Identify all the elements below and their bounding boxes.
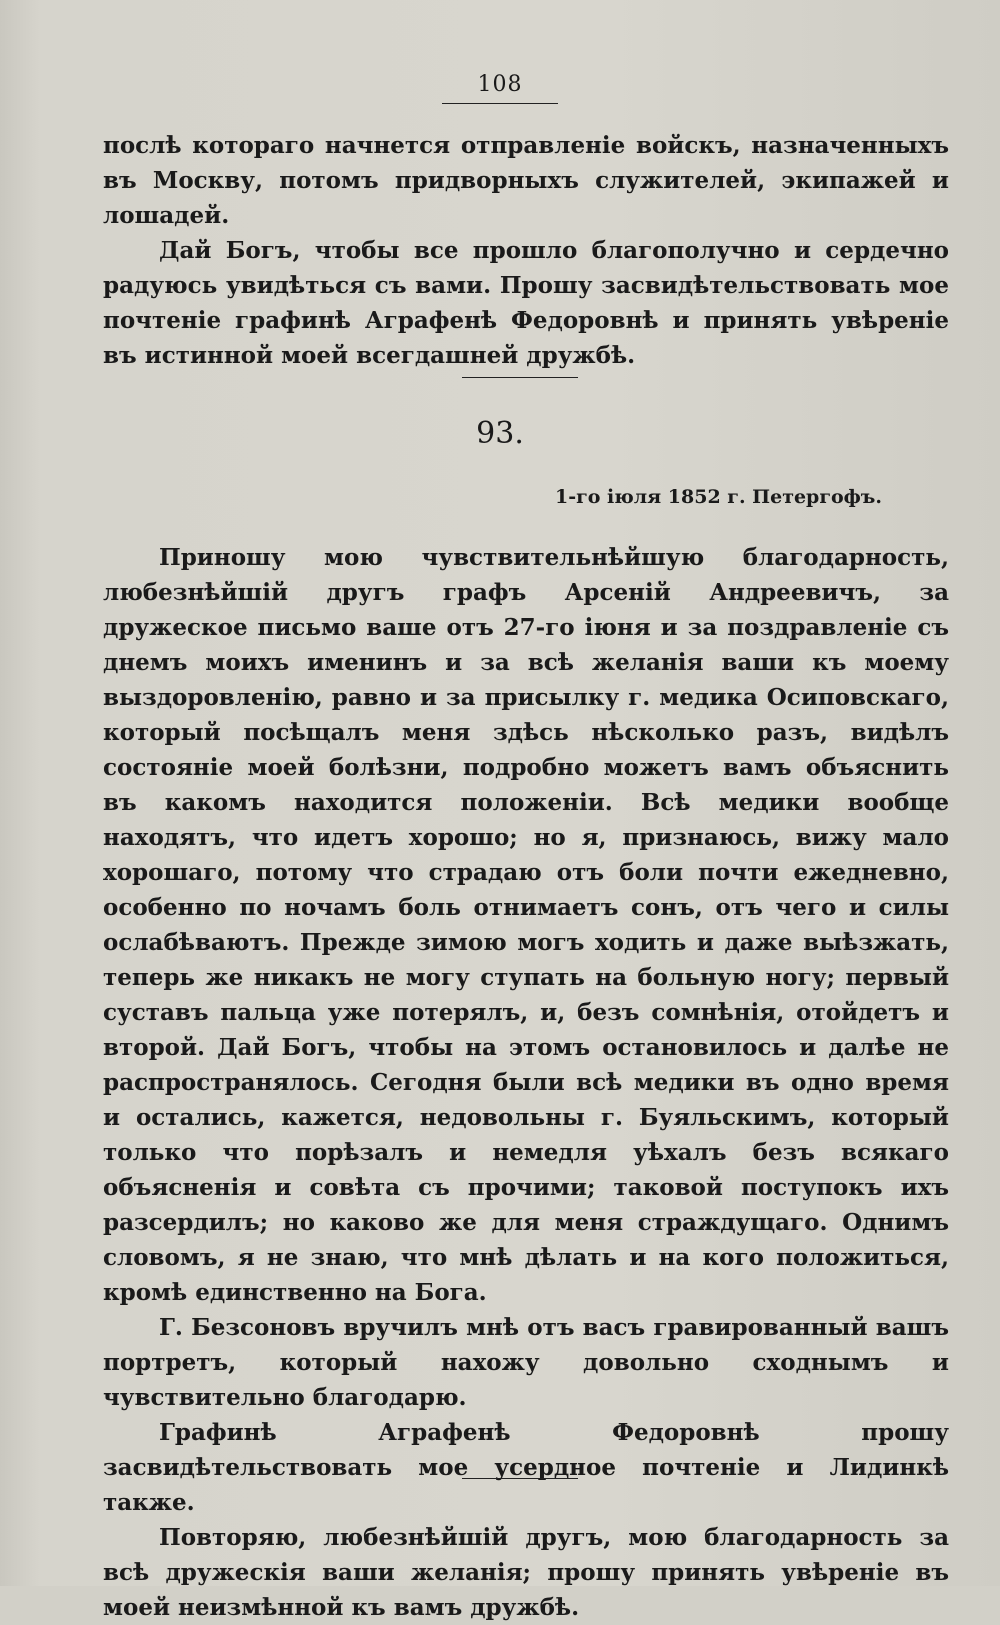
paragraph: Дай Богъ, чтобы все прошло благополучно и сердечно радуюсь увидѣться съ вами. Прошу засвидѣтельствовать мое почтеніе графинѣ Аграфенѣ Федоровнѣ и принять увѣреніе въ истинной моей всегдашней дружбѣ. bbox=[103, 237, 949, 369]
paragraph: Повторяю, любезнѣйшій другъ, мою благодарность за всѣ дружескія ваши желанія; прошу принять увѣреніе въ моей неизмѣнной къ вамъ дружбѣ. bbox=[103, 1524, 949, 1621]
paragraph: Графинѣ Аграфенѣ Федоровнѣ прошу засвидѣтельствовать мое усердное почтеніе и Лидинкѣ также. bbox=[103, 1419, 949, 1516]
page-number: 108 bbox=[442, 72, 558, 104]
running-head bbox=[0, 72, 1000, 104]
previous-letter-ending bbox=[103, 128, 949, 373]
section-divider bbox=[462, 377, 578, 378]
letter-dateline: 1-го іюля 1852 г. Петергофъ. bbox=[555, 486, 882, 508]
section-divider bbox=[462, 1478, 578, 1479]
letter-body bbox=[103, 540, 949, 1625]
paragraph: Приношу мою чувствительнѣйшую благодарность, любезнѣйшій другъ графъ Арсеній Андреевичъ, за дружеское письмо ваше отъ 27-го іюня и за поздравленіе съ днемъ моихъ именинъ и за всѣ желанія ваши къ моему выздоровленію, равно и за присылку г. медика Осиповскаго, который посѣщалъ меня здѣсь нѣсколько разъ, видѣлъ состояніе моей болѣзни, подробно можетъ вамъ объяснить въ какомъ находится положеніи. Всѣ медики вообще находятъ, что идетъ хорошо; но я, признаюсь, вижу мало хорошаго, потому что страдаю отъ боли почти ежедневно, особенно по ночамъ боль отнимаетъ сонъ, отъ чего и силы ослабѣваютъ. Прежде зимою могъ ходить и даже выѣзжать, теперь же никакъ не могу ступать на больную ногу; первый суставъ пальца уже потерялъ, и, безъ сомнѣнія, отойдетъ и второй. Дай Богъ, чтобы на этомъ остановилось и далѣе не распространялось. Сегодня были всѣ медики въ одно время и остались, кажется, недовольны г. Буяльскимъ, который только что порѣзалъ и немедля уѣхалъ безъ всякаго объясненія и совѣта съ прочими; таковой поступокъ ихъ разсердилъ; но каково же для меня страждущаго. Однимъ словомъ, я не знаю, что мнѣ дѣлать и на кого положиться, кромѣ единственно на Бога. bbox=[103, 544, 949, 1306]
paragraph: Г. Безсоновъ вручилъ мнѣ отъ васъ гравированный вашъ портретъ, который нахожу довольно сходнымъ и чувствительно благодарю. bbox=[103, 1314, 949, 1411]
paragraph: послѣ котораго начнется отправленіе войскъ, назначенныхъ въ Москву, потомъ придворныхъ служителей, экипажей и лошадей. bbox=[103, 132, 949, 229]
letter-number: 93. bbox=[476, 416, 524, 451]
